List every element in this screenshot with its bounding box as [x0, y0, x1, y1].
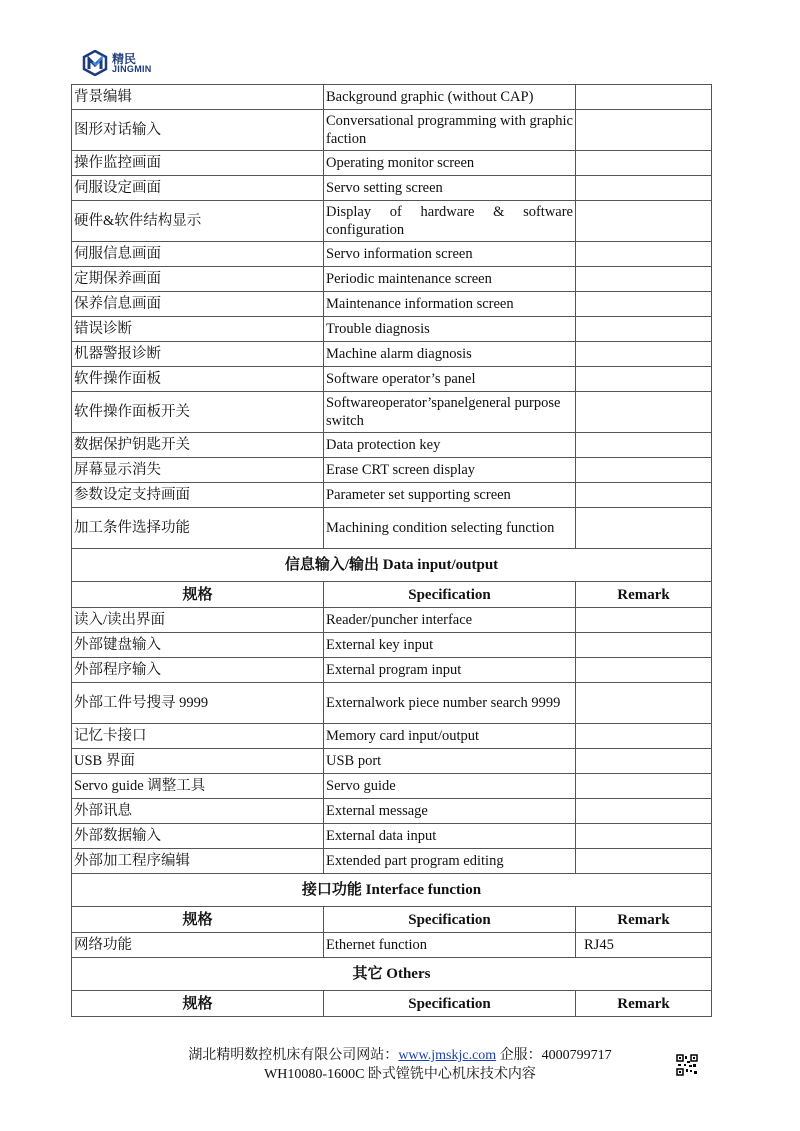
- spec-remark: [576, 367, 712, 392]
- spec-cn: 外部键盘输入: [72, 633, 324, 658]
- spec-en: Periodic maintenance screen: [324, 267, 576, 292]
- spec-cn: 外部程序输入: [72, 658, 324, 683]
- table-row: [72, 799, 712, 824]
- spec-en: Reader/puncher interface: [324, 608, 576, 633]
- spec-cn: 软件操作面板开关: [72, 392, 324, 433]
- spec-remark: [576, 85, 712, 110]
- spec-en: Servo setting screen: [324, 176, 576, 201]
- spec-remark: [576, 392, 712, 433]
- spec-table: [71, 84, 712, 1017]
- spec-en: Ethernet function: [324, 933, 576, 958]
- col-header-spec: Specification: [324, 582, 576, 608]
- spec-remark: [576, 824, 712, 849]
- website-link[interactable]: www.jmskjc.com: [398, 1048, 497, 1063]
- table-row: [72, 201, 712, 242]
- section-header-data-io: [72, 549, 712, 582]
- spec-en: External data input: [324, 824, 576, 849]
- spec-en: Machining condition selecting function: [324, 508, 576, 549]
- section-title: 其它 Others: [72, 958, 712, 991]
- spec-remark: [576, 774, 712, 799]
- col-header-spec: Specification: [324, 991, 576, 1017]
- spec-remark: [576, 658, 712, 683]
- spec-en: Erase CRT screen display: [324, 458, 576, 483]
- spec-remark: [576, 176, 712, 201]
- table-row: [72, 724, 712, 749]
- jingmin-logo-icon: [82, 50, 108, 76]
- table-row: [72, 317, 712, 342]
- column-header-row: [72, 907, 712, 933]
- table-row: [72, 392, 712, 433]
- spec-en: Trouble diagnosis: [324, 317, 576, 342]
- spec-remark: [576, 458, 712, 483]
- col-header-remark: Remark: [576, 991, 712, 1017]
- spec-remark: [576, 317, 712, 342]
- col-header-cn: 规格: [72, 907, 324, 933]
- spec-remark: [576, 799, 712, 824]
- section-header-others: [72, 958, 712, 991]
- spec-remark: [576, 849, 712, 874]
- table-row: [72, 849, 712, 874]
- spec-cn: 保养信息画面: [72, 292, 324, 317]
- spec-remark: [576, 633, 712, 658]
- table-row: [72, 458, 712, 483]
- spec-cn: 参数设定支持画面: [72, 483, 324, 508]
- spec-cn: 读入/读出界面: [72, 608, 324, 633]
- spec-en: Data protection key: [324, 433, 576, 458]
- company-logo: [82, 50, 152, 76]
- table-row: [72, 242, 712, 267]
- spec-en: Parameter set supporting screen: [324, 483, 576, 508]
- table-row: [72, 683, 712, 724]
- spec-en: Background graphic (without CAP): [324, 85, 576, 110]
- spec-en: External key input: [324, 633, 576, 658]
- table-row: [72, 367, 712, 392]
- spec-remark: [576, 508, 712, 549]
- spec-cn: 屏幕显示消失: [72, 458, 324, 483]
- qr-code-icon: [676, 1054, 698, 1076]
- spec-remark: [576, 608, 712, 633]
- table-row: [72, 633, 712, 658]
- section-header-interface: [72, 874, 712, 907]
- spec-en: Extended part program editing: [324, 849, 576, 874]
- logo-cn-text: 精民: [112, 51, 137, 66]
- spec-cn: 外部工件号搜寻 9999: [72, 683, 324, 724]
- footer-hotline: 企服：4000799717: [496, 1048, 612, 1063]
- table-row: [72, 342, 712, 367]
- spec-remark: [576, 242, 712, 267]
- col-header-spec: Specification: [324, 907, 576, 933]
- column-header-row: [72, 991, 712, 1017]
- spec-cn: 错误诊断: [72, 317, 324, 342]
- spec-cn: 机器警报诊断: [72, 342, 324, 367]
- spec-en: Machine alarm diagnosis: [324, 342, 576, 367]
- spec-remark: [576, 267, 712, 292]
- spec-cn: 伺服信息画面: [72, 242, 324, 267]
- table-row: [72, 292, 712, 317]
- spec-cn: 伺服设定画面: [72, 176, 324, 201]
- section-title: 接口功能 Interface function: [72, 874, 712, 907]
- spec-cn: 软件操作面板: [72, 367, 324, 392]
- spec-cn: 外部数据输入: [72, 824, 324, 849]
- column-header-row: [72, 582, 712, 608]
- spec-remark: [576, 483, 712, 508]
- spec-en: Externalwork piece number search 9999: [324, 683, 576, 724]
- spec-remark: [576, 342, 712, 367]
- spec-remark: [576, 724, 712, 749]
- col-header-remark: Remark: [576, 582, 712, 608]
- footer-line-2: WH10080-1600C 卧式镗铣中心机床技术内容: [264, 1067, 536, 1082]
- table-row: [72, 176, 712, 201]
- table-row: [72, 774, 712, 799]
- spec-cn: Servo guide 调整工具: [72, 774, 324, 799]
- table-row: [72, 508, 712, 549]
- col-header-cn: 规格: [72, 991, 324, 1017]
- spec-cn: 加工条件选择功能: [72, 508, 324, 549]
- spec-en: Software operator’s panel: [324, 367, 576, 392]
- spec-cn: 记忆卡接口: [72, 724, 324, 749]
- spec-en: External program input: [324, 658, 576, 683]
- spec-en: Softwareoperator’spanelgeneral purpose switch: [324, 392, 576, 433]
- spec-cn: 背景编辑: [72, 85, 324, 110]
- spec-en: Operating monitor screen: [324, 151, 576, 176]
- col-header-cn: 规格: [72, 582, 324, 608]
- spec-en: Servo information screen: [324, 242, 576, 267]
- spec-cn: 外部讯息: [72, 799, 324, 824]
- table-row: [72, 110, 712, 151]
- spec-cn: 操作监控画面: [72, 151, 324, 176]
- col-header-remark: Remark: [576, 907, 712, 933]
- table-row: [72, 151, 712, 176]
- spec-cn: USB 界面: [72, 749, 324, 774]
- table-row: [72, 658, 712, 683]
- table-row: [72, 433, 712, 458]
- spec-en: External message: [324, 799, 576, 824]
- spec-en: Memory card input/output: [324, 724, 576, 749]
- table-row: [72, 85, 712, 110]
- spec-en: Conversational programming with graphic faction: [324, 110, 576, 151]
- spec-remark: [576, 292, 712, 317]
- spec-remark: [576, 683, 712, 724]
- spec-cn: 定期保养画面: [72, 267, 324, 292]
- table-row: [72, 933, 712, 958]
- spec-remark: [576, 749, 712, 774]
- footer-company: 湖北精明数控机床有限公司网站：: [188, 1048, 399, 1063]
- spec-en: USB port: [324, 749, 576, 774]
- spec-remark: [576, 201, 712, 242]
- spec-cn: 外部加工程序编辑: [72, 849, 324, 874]
- spec-remark: [576, 110, 712, 151]
- spec-cn: 数据保护钥匙开关: [72, 433, 324, 458]
- table-row: [72, 608, 712, 633]
- table-row: [72, 483, 712, 508]
- spec-remark: [576, 151, 712, 176]
- spec-remark: RJ45: [576, 933, 712, 958]
- spec-remark: [576, 433, 712, 458]
- logo-en-text: JINGMIN: [112, 63, 152, 74]
- table-row: [72, 824, 712, 849]
- spec-en: Display of hardware & software configuration: [324, 201, 576, 242]
- spec-en: Servo guide: [324, 774, 576, 799]
- spec-en: Maintenance information screen: [324, 292, 576, 317]
- table-row: [72, 267, 712, 292]
- section-title: 信息输入/输出 Data input/output: [72, 549, 712, 582]
- table-row: [72, 749, 712, 774]
- spec-cn: 网络功能: [72, 933, 324, 958]
- spec-cn: 硬件&软件结构显示: [72, 201, 324, 242]
- spec-cn: 图形对话输入: [72, 110, 324, 151]
